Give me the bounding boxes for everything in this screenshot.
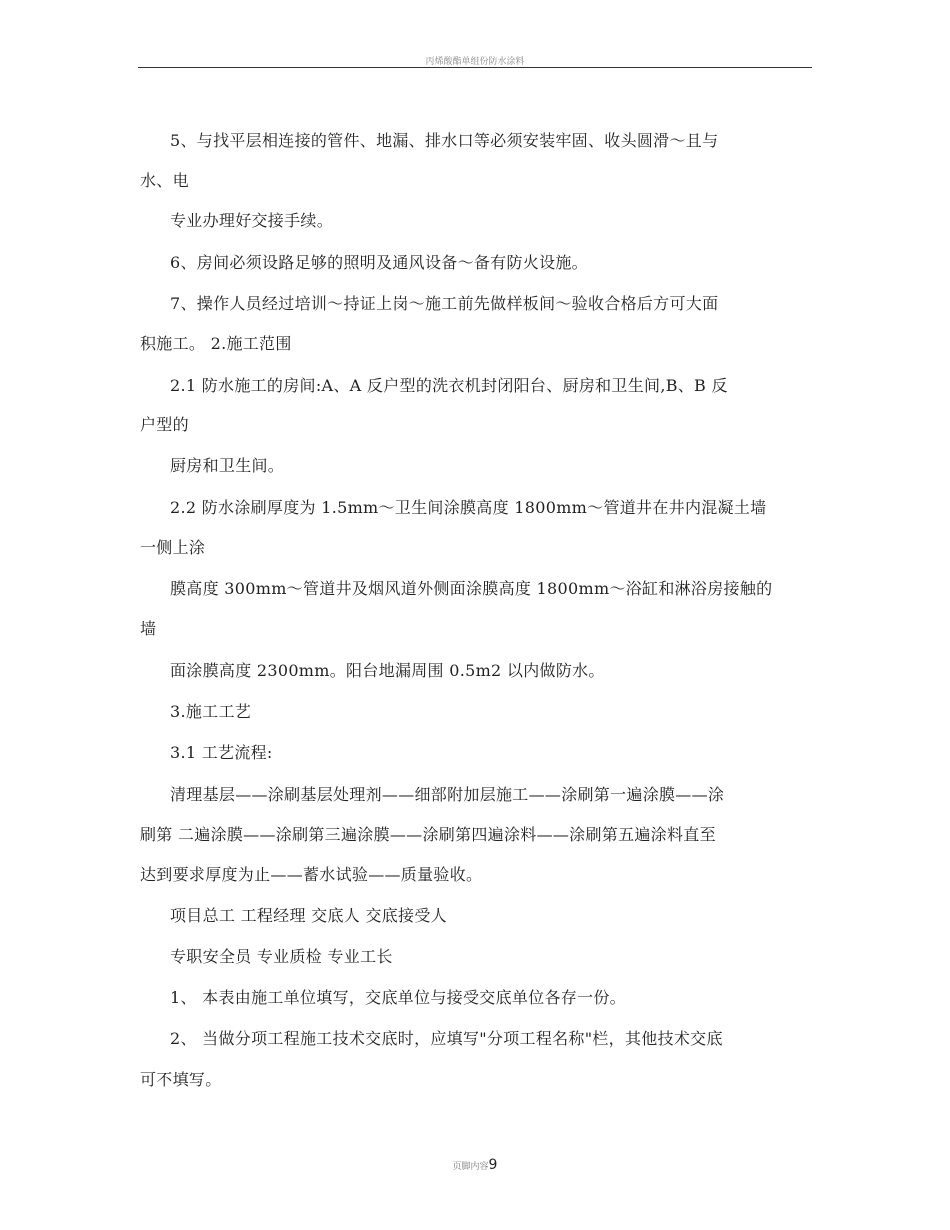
page-footer — [0, 1154, 950, 1173]
paragraph-line: 专职安全员 专业质检 专业工长 — [170, 947, 393, 966]
paragraph-line: 3.1 工艺流程: — [170, 743, 273, 762]
paragraph-line: 刷第 二遍涂膜——涂刷第三遍涂膜——涂刷第四遍涂料——涂刷第五遍涂料直至 — [140, 825, 716, 844]
paragraph-line: 面涂膜高度 2300mm。阳台地漏周围 0.5m2 以内做防水。 — [170, 661, 605, 680]
footer-label: 页脚内容 — [452, 1162, 489, 1172]
paragraph-line: 户型的 — [140, 415, 189, 434]
paragraph-line: 2.1 防水施工的房间:A、A 反户型的洗衣机封闭阳台、厨房和卫生间,B、B 反 — [170, 376, 728, 395]
paragraph-line: 项目总工 工程经理 交底人 交底接受人 — [170, 906, 447, 925]
paragraph-line: 2、 当做分项工程施工技术交底时，应填写"分项工程名称"栏，其他技术交底 — [170, 1029, 723, 1048]
paragraph-line: 墙 — [140, 619, 157, 638]
paragraph-line: 1、 本表由施工单位填写，交底单位与接受交底单位各存一份。 — [170, 988, 626, 1007]
header-rule — [138, 67, 812, 68]
paragraph-line: 水、电 — [140, 171, 189, 190]
paragraph-line: 积施工。 2.施工范围 — [140, 334, 292, 353]
paragraph-line: 清理基层——涂刷基层处理剂——细部附加层施工——涂刷第一遍涂膜——涂 — [170, 785, 725, 804]
paragraph-line: 一侧上涂 — [140, 538, 206, 557]
paragraph-line: 达到要求厚度为止——蓄水试验——质量验收。 — [140, 865, 483, 884]
paragraph-line: 膜高度 300mm～管道井及烟风道外侧面涂膜高度 1800mm～浴缸和淋浴房接触的 — [170, 579, 773, 598]
running-header: 丙烯酸酯单组份防水涂料 — [425, 57, 525, 67]
paragraph-line: 3.施工工艺 — [170, 702, 252, 721]
paragraph-line: 专业办理好交接手续。 — [170, 211, 334, 230]
paragraph-line: 可不填写。 — [140, 1070, 222, 1089]
paragraph-line: 厨房和卫生间。 — [170, 456, 285, 475]
paragraph-line: 2.2 防水涂刷厚度为 1.5mm～卫生间涂膜高度 1800mm～管道井在井内混凝土墙 — [170, 498, 767, 517]
paragraph-line: 6、房间必须设路足够的照明及通风设备～备有防火设施。 — [170, 253, 588, 272]
paragraph-line: 5、与找平层相连接的管件、地漏、排水口等必须安装牢固、收头圆滑～且与 — [170, 131, 719, 150]
paragraph-line: 7、操作人员经过培训～持证上岗～施工前先做样板间～验收合格后方可大面 — [170, 294, 719, 313]
page-number: 9 — [488, 1157, 498, 1173]
